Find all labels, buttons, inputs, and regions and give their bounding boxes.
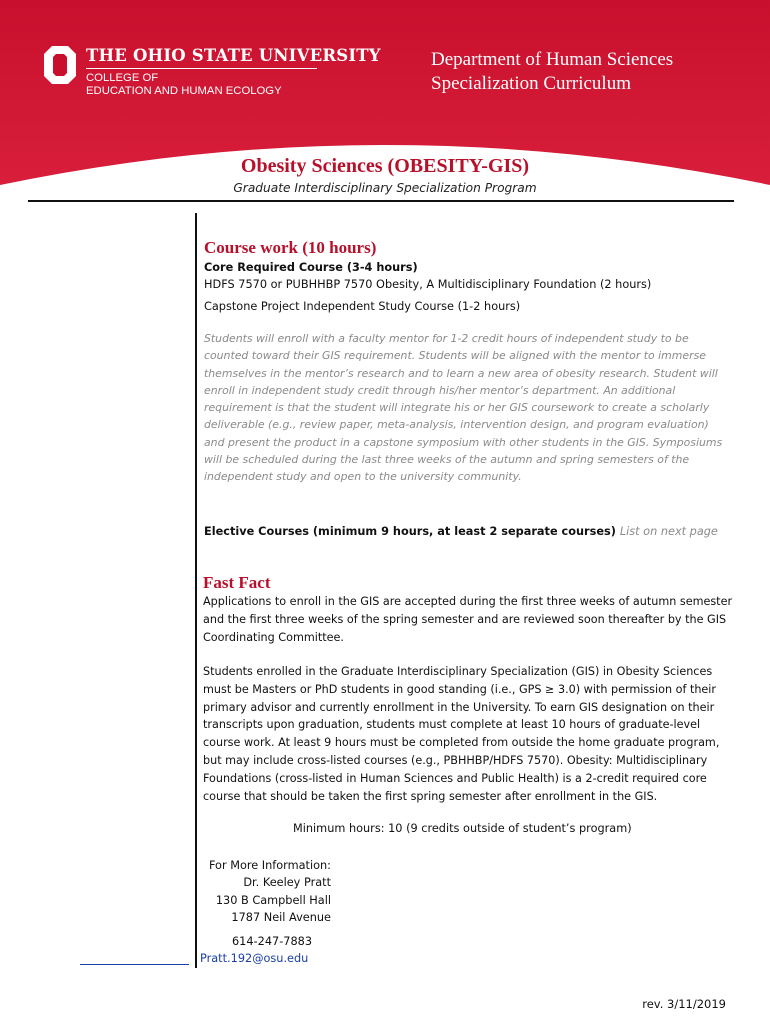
contact-block [201, 857, 331, 926]
core-course: HDFS 7570 or PUBHHBP 7570 Obesity, A Multidisciplinary Foundation (2 hours) [204, 278, 652, 291]
fast-fact-paragraph-1: Applications to enroll in the GIS are accepted during the first three weeks of autumn semester and the first three weeks of the spring semester and are reviewed soon thereafter by the GIS Coordinating Committee. [203, 595, 733, 644]
left-margin-rule [195, 213, 197, 968]
contact-street: 1787 Neil Avenue [231, 910, 331, 924]
college-line-1: COLLEGE OF [86, 72, 159, 84]
contact-room: 130 B Campbell Hall [215, 893, 331, 907]
page-title: Obesity Sciences (OBESITY-GIS) [240, 155, 530, 177]
revision-date: rev. 3/11/2019 [642, 997, 726, 1011]
page-subtitle: Graduate Interdisciplinary Specialization Program [233, 181, 537, 195]
department-line-1: Department of Human Sciences [431, 49, 674, 70]
elective-courses [204, 525, 718, 538]
contact-phone: 614-247-7883 [232, 935, 313, 948]
minimum-hours: Minimum hours: 10 (9 credits outside of student’s program) [293, 822, 632, 835]
fast-fact-paragraph-2: Students enrolled in the Graduate Interdisciplinary Specialization (GIS) in Obesity Sciences must be Masters or PhD students in good standing (i.e., GPS ≥ 3.0) with permission of their primary advisor and currently enrollment in the University. To earn GIS designation on their transcripts upon graduation, students must complete at least 10 hours of graduate-level course work. At least 9 hours must be completed from outside the home graduate program, but may include cross-listed courses (e.g., PBHHBP/HDFS 7570). Obesity: Multidisciplinary Foundations (cross-listed in Human Sciences and Public Health) is a 2-credit required core course that should be taken the first spring semester after enrollment in the GIS. [203, 665, 720, 803]
coursework-heading: Course work (10 hours) [204, 238, 377, 257]
capstone-course: Capstone Project Independent Study Course (1-2 hours) [204, 300, 521, 313]
contact-name: Dr. Keeley Pratt [243, 876, 331, 890]
footer-link-rule [80, 964, 189, 965]
elective-label: Elective Courses (minimum 9 hours, at least 2 separate courses) [204, 525, 616, 538]
college-line-2: EDUCATION AND HUMAN ECOLOGY [86, 85, 282, 97]
osu-block-o-logo-icon [44, 46, 76, 84]
core-required-label: Core Required Course (3-4 hours) [204, 261, 418, 274]
department-heading [431, 48, 673, 96]
contact-label: For More Information: [208, 859, 331, 872]
title-rule [28, 200, 734, 202]
contact-email-link[interactable]: Pratt.192@osu.edu [200, 952, 309, 965]
capstone-description: Students will enroll with a faculty mentor for 1-2 credit hours of independent study to be counted toward their GIS requirement. Students will be aligned with the mentor to immerse themselves in the mentor’s research and to learn a new area of obesity research. Student will enroll in independent study credit through his/her mentor’s department. An additional requirement is that the student will integrate his or her GIS coursework to create a scholarly deliverable (e.g., review paper, meta-analysis, intervention design, and program evaluation) and present the product in a capstone symposium with other students in the GIS. Symposiums will be scheduled during the last three weeks of the autumn and spring semesters of the independent study and open to the university community. [204, 332, 723, 484]
department-line-2: Specialization Curriculum [431, 73, 631, 94]
header-band [0, 0, 770, 210]
fast-fact-heading: Fast Fact [203, 573, 271, 592]
college-name [86, 72, 282, 98]
university-name: THE OHIO STATE UNIVERSITY [86, 46, 381, 65]
logo-divider [86, 68, 317, 69]
elective-note: List on next page [619, 525, 718, 538]
